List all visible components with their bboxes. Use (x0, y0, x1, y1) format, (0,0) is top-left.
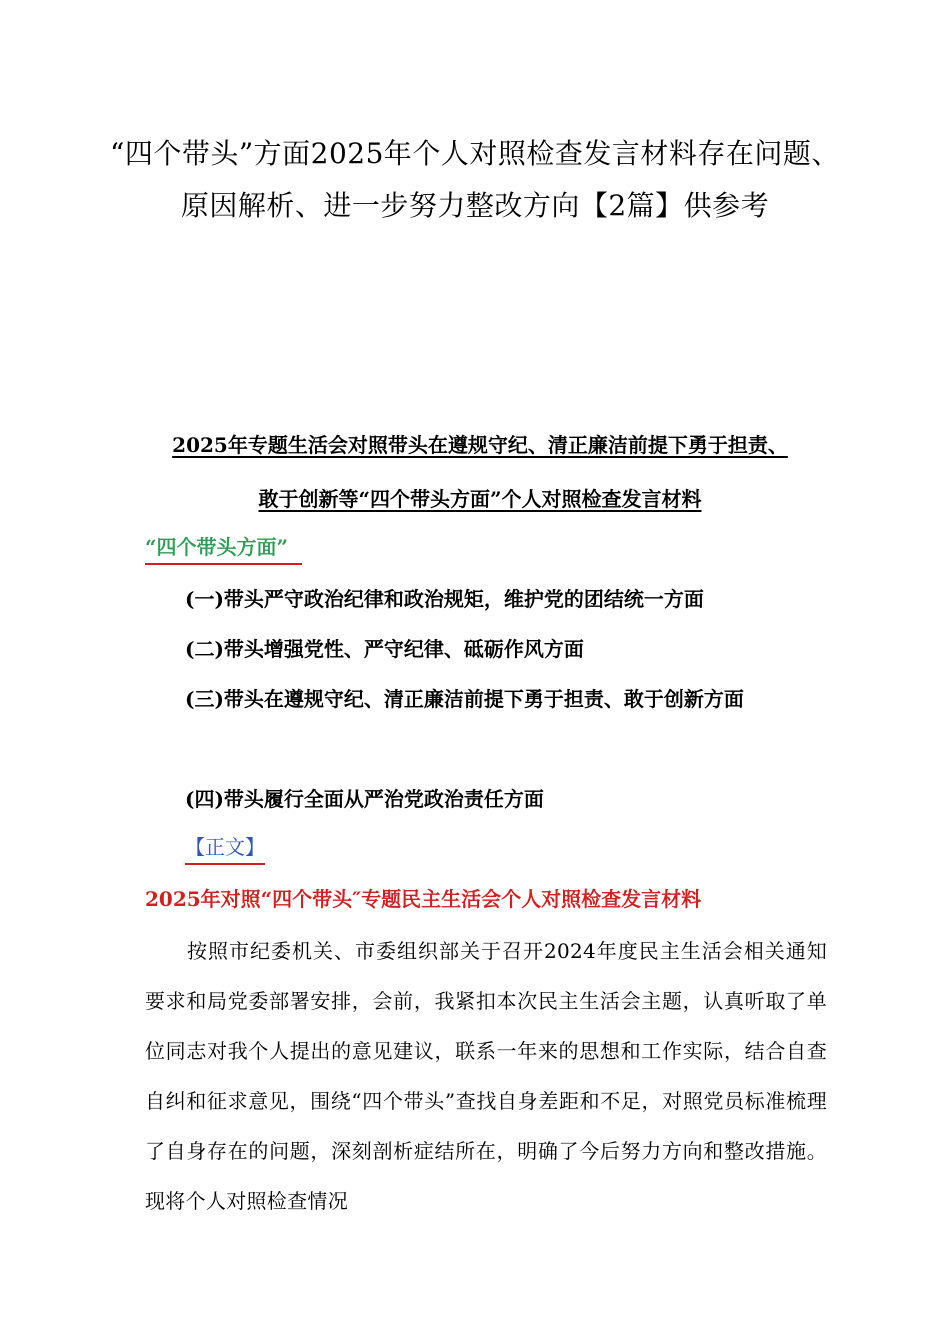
zhengwen-label: 【正文】 (185, 832, 265, 865)
list-item-2-text: (二)带头增强党性、严守纪律、砥砺作风方面 (185, 637, 584, 661)
main-title: “四个带头”方面2025年个人对照检查发言材料存在问题、原因解析、进一步努力整改方向【2篇】供参考 (110, 137, 840, 222)
list-item-1-text: (一)带头严守政治纪律和政治规矩，维护党的团结统一方面 (185, 587, 704, 611)
list-item-4-text: (四)带头履行全面从严治党政治责任方面 (185, 787, 544, 811)
list-item-3 (145, 674, 825, 724)
body-paragraph: 按照市纪委机关、市委组织部关于召开2024年度民主生活会相关通知要求和局党委部署安排，会前，我紧扣本次民主生活会主题，认真听取了单位同志对我个人提出的意见建议，联系一年来的思想和工作实际，结合自查自纠和征求意见，围绕“四个带头”查找自身差距和不足，对照党员标准梳理了自身存在的问题，深刻剖析症结所在，明确了今后努力方向和整改措施。现将个人对照检查情况 (145, 939, 827, 1213)
section-label: “四个带头方面” (145, 532, 302, 565)
list-item-3-text: (三)带头在遵规守纪、清正廉洁前提下勇于担责、敢于创新方面 (185, 687, 744, 711)
list-item-1 (145, 574, 825, 624)
list-item-4 (145, 774, 825, 824)
subtitle-line-2: 敢于创新等“四个带头方面”个人对照检查发言材料 (258, 487, 702, 511)
red-heading: 2025年对照“四个带头″专题民主生活会个人对照检查发言材料 (145, 887, 702, 911)
list-item-2 (145, 624, 825, 674)
subtitle-line-1: 2025年专题生活会对照带头在遵规守纪、清正廉洁前提下勇于担责、 (172, 433, 788, 457)
